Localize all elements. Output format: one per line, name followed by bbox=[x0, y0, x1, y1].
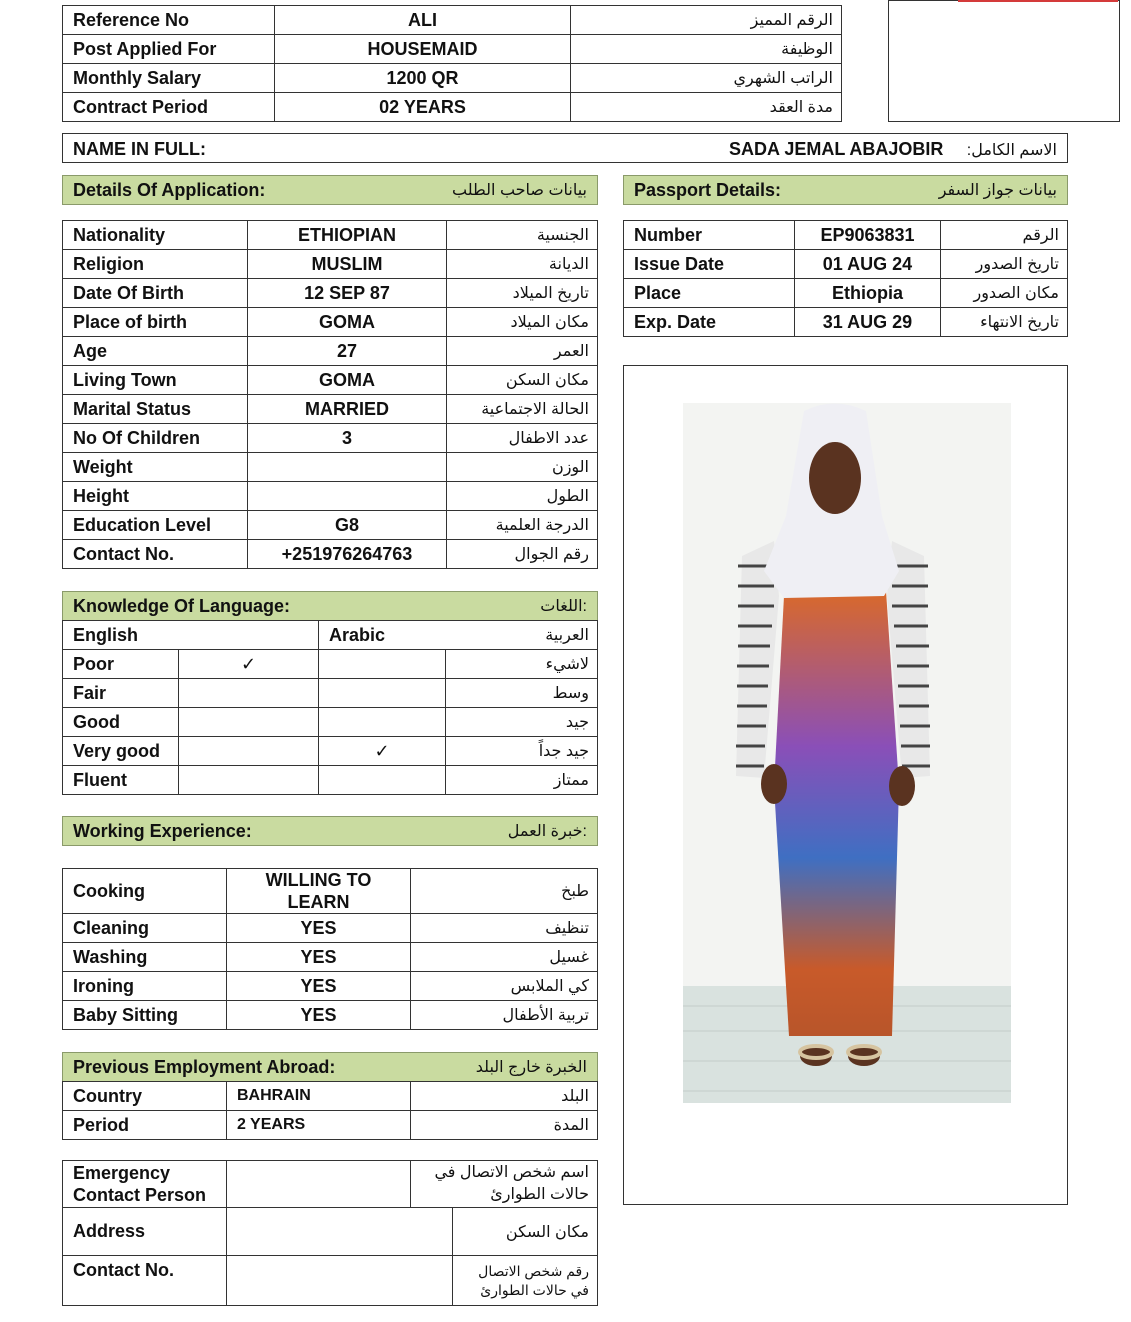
post-value: HOUSEMAID bbox=[275, 35, 571, 64]
header-table bbox=[62, 5, 842, 122]
table-row-arabic: الديانة bbox=[447, 250, 598, 279]
table-row-arabic: كي الملابس bbox=[411, 972, 598, 1001]
previous-table bbox=[62, 1081, 598, 1140]
contract-value: 02 YEARS bbox=[275, 93, 571, 122]
table-row-label: Contact No. bbox=[63, 1256, 227, 1306]
check-english bbox=[179, 737, 319, 766]
table-row-value: GOMA bbox=[248, 366, 447, 395]
salary-arabic: الراتب الشهري bbox=[571, 64, 842, 93]
passport-title-arabic: بيانات جواز السفر bbox=[938, 182, 1057, 199]
table-row-value: MARRIED bbox=[248, 395, 447, 424]
table-row-label: Cleaning bbox=[63, 914, 227, 943]
table-row-value: EP9063831 bbox=[795, 221, 941, 250]
table-row-arabic: رقم شخص الاتصال في حالات الطوارئ bbox=[453, 1256, 598, 1306]
contract-label: Contract Period bbox=[63, 93, 275, 122]
table-row-arabic: العمر bbox=[447, 337, 598, 366]
table-row-value: MUSLIM bbox=[248, 250, 447, 279]
table-row-arabic: وسط bbox=[446, 679, 598, 708]
table-row-value: 2 YEARS bbox=[227, 1111, 411, 1140]
table-row-arabic: الحالة الاجتماعية bbox=[447, 395, 598, 424]
table-row-value: 01 AUG 24 bbox=[795, 250, 941, 279]
check-english: ✓ bbox=[179, 650, 319, 679]
table-row-label: Good bbox=[63, 708, 179, 737]
table-row-label: Nationality bbox=[63, 221, 248, 250]
table-row-label: Contact No. bbox=[63, 540, 248, 569]
check-arabic: ✓ bbox=[319, 737, 446, 766]
table-row-label: Weight bbox=[63, 453, 248, 482]
table-row-value bbox=[248, 482, 447, 511]
application-table bbox=[62, 220, 598, 569]
table-row-value: ETHIOPIAN bbox=[248, 221, 447, 250]
table-row-label: Cooking bbox=[63, 869, 227, 914]
table-row-arabic: طبخ bbox=[411, 869, 598, 914]
table-row-label: Date Of Birth bbox=[63, 279, 248, 308]
table-row-value: +251976264763 bbox=[248, 540, 447, 569]
previous-title: Previous Employment Abroad: bbox=[73, 1056, 336, 1077]
emergency-table bbox=[62, 1160, 598, 1208]
table-row-arabic: البلد bbox=[411, 1082, 598, 1111]
language-section-bar bbox=[62, 591, 598, 621]
table-row-arabic: تربية الأطفال bbox=[411, 1001, 598, 1030]
check-arabic bbox=[319, 766, 446, 795]
table-row-arabic: الدرجة العلمية bbox=[447, 511, 598, 540]
check-arabic bbox=[319, 679, 446, 708]
table-row-label: Religion bbox=[63, 250, 248, 279]
table-row-arabic: تاريخ الصدور bbox=[941, 250, 1068, 279]
application-section-bar bbox=[62, 175, 598, 205]
table-row-label: Ironing bbox=[63, 972, 227, 1001]
table-row-label: Address bbox=[63, 1208, 227, 1256]
salary-label: Monthly Salary bbox=[63, 64, 275, 93]
table-row-arabic: تنظيف bbox=[411, 914, 598, 943]
header-side-box bbox=[888, 0, 1120, 122]
table-row-label: Fluent bbox=[63, 766, 179, 795]
table-row-arabic: لاشيء bbox=[446, 650, 598, 679]
table-row-value: WILLING TO LEARN bbox=[227, 869, 411, 914]
table-row-label: Emergency Contact Person bbox=[63, 1161, 227, 1208]
table-row-value: Ethiopia bbox=[795, 279, 941, 308]
check-arabic bbox=[319, 708, 446, 737]
table-row-label: Country bbox=[63, 1082, 227, 1111]
previous-title-arabic: الخبرة خارج البلد bbox=[475, 1059, 587, 1076]
language-table bbox=[62, 620, 598, 795]
post-label: Post Applied For bbox=[63, 35, 275, 64]
table-row-arabic: الجنسية bbox=[447, 221, 598, 250]
table-row-label: Marital Status bbox=[63, 395, 248, 424]
language-col-arabic-ar: العربية bbox=[446, 621, 598, 650]
table-row-value: G8 bbox=[248, 511, 447, 540]
table-row-arabic: المدة bbox=[411, 1111, 598, 1140]
table-row-arabic: مكان الصدور bbox=[941, 279, 1068, 308]
passport-section-bar bbox=[623, 175, 1068, 205]
table-row-label: No Of Children bbox=[63, 424, 248, 453]
table-row-value: BAHRAIN bbox=[227, 1082, 411, 1111]
header-red-line bbox=[958, 0, 1118, 2]
table-row-arabic: مكان السكن bbox=[453, 1208, 598, 1256]
table-row-value: YES bbox=[227, 943, 411, 972]
table-row-arabic: جيد bbox=[446, 708, 598, 737]
table-row-label: Very good bbox=[63, 737, 179, 766]
reference-value: ALI bbox=[275, 6, 571, 35]
experience-section-bar bbox=[62, 816, 598, 846]
language-col-english: English bbox=[63, 621, 319, 650]
table-row-label: Exp. Date bbox=[624, 308, 795, 337]
table-row-value: YES bbox=[227, 1001, 411, 1030]
post-arabic: الوظيفة bbox=[571, 35, 842, 64]
table-row-label: Baby Sitting bbox=[63, 1001, 227, 1030]
table-row-label: Period bbox=[63, 1111, 227, 1140]
check-english bbox=[179, 708, 319, 737]
salary-value: 1200 QR bbox=[275, 64, 571, 93]
table-row-label: Height bbox=[63, 482, 248, 511]
table-row-label: Fair bbox=[63, 679, 179, 708]
table-row-label: Washing bbox=[63, 943, 227, 972]
emergency-table-lower bbox=[62, 1207, 598, 1306]
table-row-value bbox=[227, 1208, 453, 1256]
table-row-arabic: اسم شخص الاتصال في حالات الطوارئ bbox=[411, 1161, 598, 1208]
table-row-value: YES bbox=[227, 972, 411, 1001]
table-row-value: GOMA bbox=[248, 308, 447, 337]
table-row-value bbox=[227, 1161, 411, 1208]
table-row-arabic: عدد الاطفال bbox=[447, 424, 598, 453]
table-row-arabic: تاريخ الميلاد bbox=[447, 279, 598, 308]
table-row-label: Place of birth bbox=[63, 308, 248, 337]
table-row-arabic: تاريخ الانتهاء bbox=[941, 308, 1068, 337]
application-title: Details Of Application: bbox=[73, 179, 266, 200]
check-english bbox=[179, 766, 319, 795]
table-row-value: 3 bbox=[248, 424, 447, 453]
passport-table bbox=[623, 220, 1068, 337]
table-row-label: Education Level bbox=[63, 511, 248, 540]
table-row-value bbox=[227, 1256, 453, 1306]
table-row-arabic: غسيل bbox=[411, 943, 598, 972]
passport-title: Passport Details: bbox=[634, 179, 782, 200]
table-row-arabic: رقم الجوال bbox=[447, 540, 598, 569]
table-row-label: Place bbox=[624, 279, 795, 308]
language-title-arabic: :اللغات bbox=[540, 598, 587, 615]
table-row-label: Issue Date bbox=[624, 250, 795, 279]
previous-section-bar bbox=[62, 1052, 598, 1082]
contract-arabic: مدة العقد bbox=[571, 93, 842, 122]
table-row-arabic: الطول bbox=[447, 482, 598, 511]
experience-title-arabic: :خبرة العمل bbox=[507, 823, 587, 840]
application-title-arabic: بيانات صاحب الطلب bbox=[452, 182, 587, 199]
language-col-arabic: Arabic bbox=[319, 621, 446, 650]
table-row-arabic: مكان الميلاد bbox=[447, 308, 598, 337]
name-label: NAME IN FULL: bbox=[73, 139, 206, 159]
check-arabic bbox=[319, 650, 446, 679]
table-row-arabic: الوزن bbox=[447, 453, 598, 482]
name-arabic: الاسم الكامل: bbox=[966, 142, 1057, 159]
table-row-value: 31 AUG 29 bbox=[795, 308, 941, 337]
table-row-arabic: الرقم bbox=[941, 221, 1068, 250]
check-english bbox=[179, 679, 319, 708]
language-title: Knowledge Of Language: bbox=[73, 595, 291, 616]
table-row-value: 27 bbox=[248, 337, 447, 366]
name-in-full-row bbox=[62, 133, 1068, 163]
table-row-label: Poor bbox=[63, 650, 179, 679]
name-value: SADA JEMAL ABAJOBIR bbox=[729, 139, 944, 159]
table-row-arabic: ممتاز bbox=[446, 766, 598, 795]
experience-table bbox=[62, 868, 598, 1030]
table-row-value: YES bbox=[227, 914, 411, 943]
table-row-arabic: مكان السكن bbox=[447, 366, 598, 395]
reference-arabic: الرقم المميز bbox=[571, 6, 842, 35]
table-row-label: Living Town bbox=[63, 366, 248, 395]
table-row-arabic: جيد جداً bbox=[446, 737, 598, 766]
reference-label: Reference No bbox=[63, 6, 275, 35]
table-row-label: Age bbox=[63, 337, 248, 366]
applicant-photo bbox=[624, 366, 1067, 1204]
table-row-value bbox=[248, 453, 447, 482]
table-row-value: 12 SEP 87 bbox=[248, 279, 447, 308]
experience-title: Working Experience: bbox=[73, 820, 252, 841]
photo-frame bbox=[623, 365, 1068, 1205]
table-row-label: Number bbox=[624, 221, 795, 250]
